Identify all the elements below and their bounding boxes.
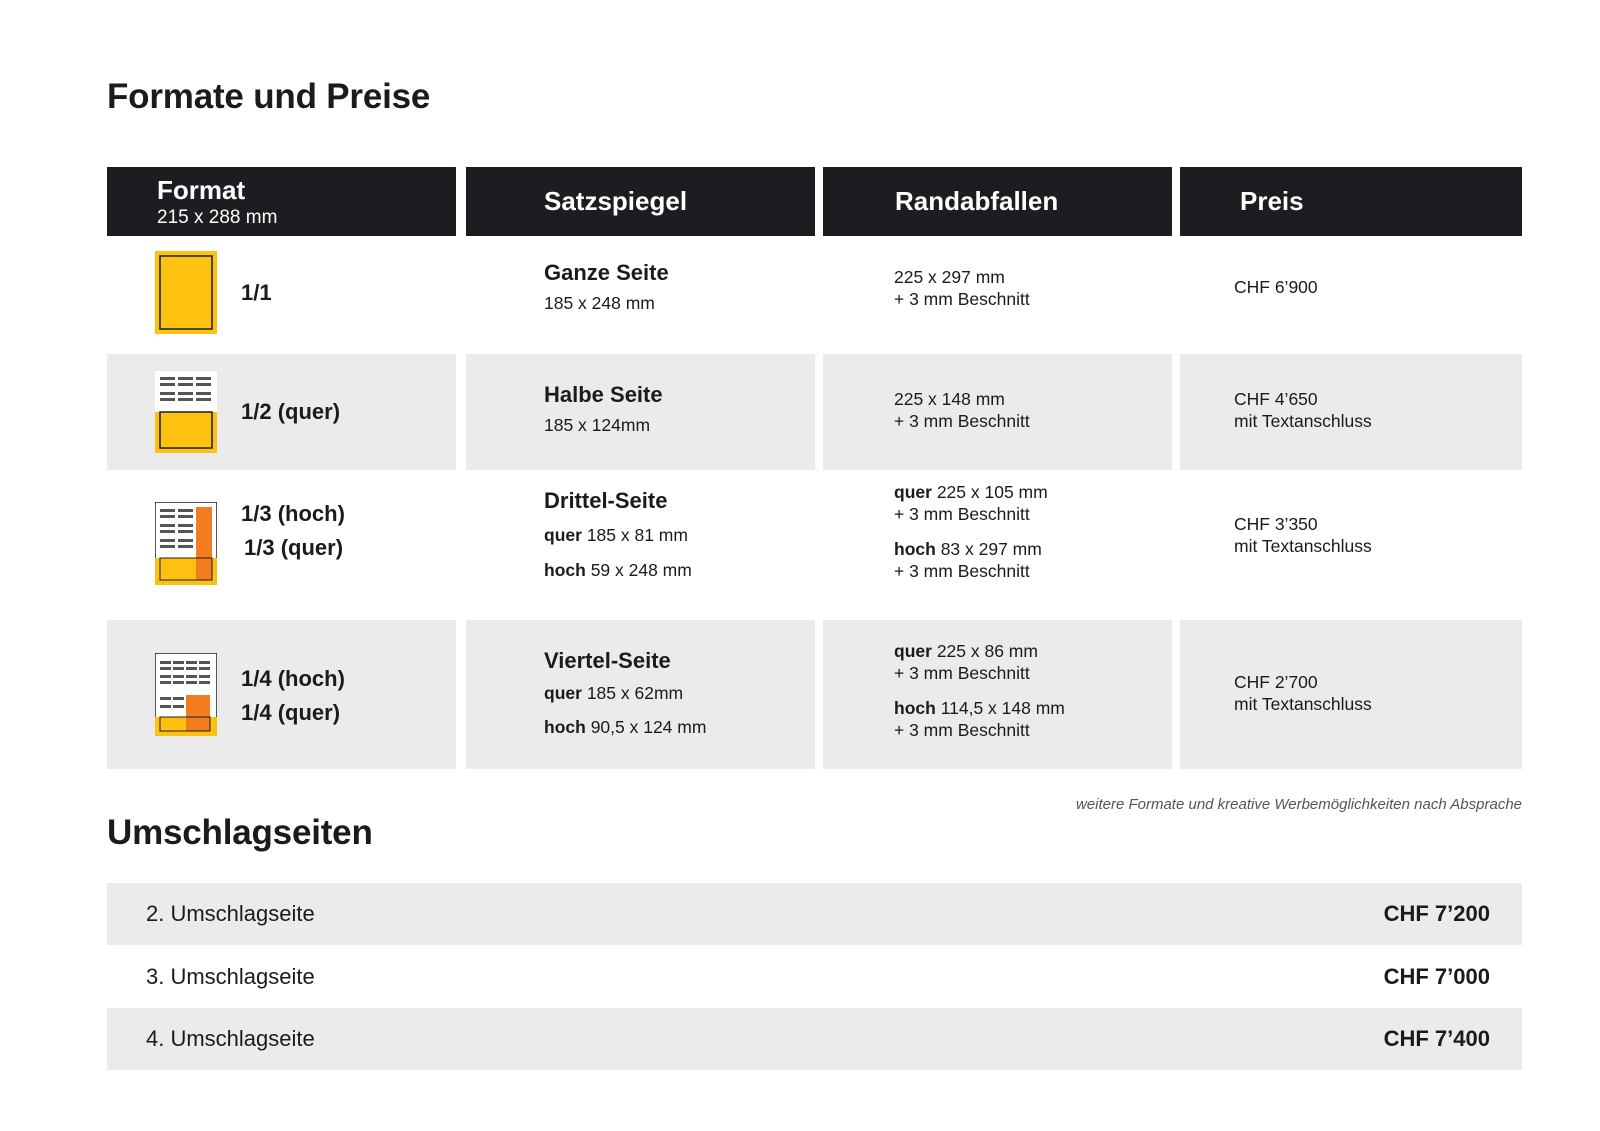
randabfallen-quer [894,481,1048,503]
table-cell-randabfallen [823,620,1172,769]
format-label-quer: 1/4 (quer) [241,700,341,725]
header-preis-label: Preis [1240,186,1304,216]
price-note: mit Textanschluss [1234,536,1372,556]
table-row [107,236,1522,354]
table-cell-satzspiegel [466,620,815,769]
header-format [107,167,456,236]
quer-value: 225 x 105 mm [936,482,1048,502]
format-label: 1/2 (quer) [241,399,341,424]
randabfallen-size: 225 x 297 mm [894,267,1005,287]
satzspiegel-size: 185 x 124mm [544,415,651,435]
table-cell-randabfallen [823,354,1172,470]
hoch-key: hoch [544,717,586,737]
hoch-key: hoch [894,539,936,559]
randabfallen-beschnitt: + 3 mm Beschnitt [894,411,1030,431]
hoch-value: 83 x 297 mm [940,539,1042,559]
cover-label: 2. Umschlagseite [146,901,315,926]
format-label-hoch: 1/3 (hoch) [241,501,345,526]
cover-price: CHF 7’000 [1383,964,1490,989]
cover-row [107,1008,1522,1070]
header-preis [1180,167,1522,236]
cover-label: 4. Umschlagseite [146,1026,315,1051]
price-note: mit Textanschluss [1234,694,1372,714]
header-format-sub: 215 x 288 mm [157,207,278,228]
quer-key: quer [544,683,582,703]
cover-row [107,883,1522,945]
satzspiegel-title: Halbe Seite [544,382,663,407]
quarter-page-icon [155,653,217,736]
table-cell-format [107,354,456,470]
table-cell-preis [1180,354,1522,470]
hoch-key: hoch [544,560,586,580]
full-page-icon [155,251,217,334]
quer-value: 185 x 62mm [586,683,684,703]
cover-label: 3. Umschlagseite [146,964,315,989]
satzspiegel-title: Viertel-Seite [544,648,671,673]
price: CHF 6’900 [1234,277,1318,297]
table-cell-format [107,620,456,769]
satzspiegel-quer [544,682,683,704]
quer-value: 185 x 81 mm [586,525,688,545]
cover-price: CHF 7’400 [1383,1026,1490,1051]
format-label: 1/1 [241,280,272,305]
header-satzspiegel-label: Satzspiegel [544,186,688,216]
randabfallen-beschnitt: + 3 mm Beschnitt [894,289,1030,309]
table-row [107,470,1522,620]
price-note: mit Textanschluss [1234,411,1372,431]
satzspiegel-hoch [544,716,706,738]
hoch-value: 59 x 248 mm [590,560,692,580]
header-randabfallen [823,167,1172,236]
satzspiegel-quer [544,524,688,546]
satzspiegel-title: Ganze Seite [544,260,669,285]
cover-row [107,945,1522,1007]
satzspiegel-title: Drittel-Seite [544,488,668,513]
randabfallen-hoch [894,538,1042,560]
covers-title: Umschlagseiten [107,813,373,852]
price: CHF 2’700 [1234,672,1318,692]
header-randabfallen-label: Randabfallen [895,186,1059,216]
header-satzspiegel [466,167,815,236]
price: CHF 3’350 [1234,514,1318,534]
randabfallen-quer [894,640,1038,662]
price: CHF 4’650 [1234,389,1318,409]
randabfallen-hoch-beschnitt: + 3 mm Beschnitt [894,561,1030,581]
hoch-key: hoch [894,698,936,718]
third-page-icon [155,502,217,585]
quer-value: 225 x 86 mm [936,641,1038,661]
satzspiegel-hoch [544,559,692,581]
randabfallen-hoch [894,697,1065,719]
quer-key: quer [544,525,582,545]
hoch-value: 90,5 x 124 mm [590,717,707,737]
cover-price: CHF 7’200 [1383,901,1490,926]
footnote: weitere Formate und kreative Werbemöglichkeiten nach Absprache [1075,796,1522,813]
table-cell-satzspiegel [466,354,815,470]
format-label-hoch: 1/4 (hoch) [241,666,345,691]
quer-key: quer [894,641,932,661]
header-format-label: Format [157,175,246,205]
table-cell-preis [1180,620,1522,769]
quer-key: quer [894,482,932,502]
satzspiegel-size: 185 x 248 mm [544,293,655,313]
randabfallen-size: 225 x 148 mm [894,389,1005,409]
randabfallen-hoch-beschnitt: + 3 mm Beschnitt [894,720,1030,740]
hoch-value: 114,5 x 148 mm [940,698,1065,718]
randabfallen-quer-beschnitt: + 3 mm Beschnitt [894,663,1030,683]
format-label-quer: 1/3 (quer) [244,535,344,560]
randabfallen-quer-beschnitt: + 3 mm Beschnitt [894,504,1030,524]
page-title: Formate und Preise [107,77,431,116]
half-page-icon [155,371,217,453]
